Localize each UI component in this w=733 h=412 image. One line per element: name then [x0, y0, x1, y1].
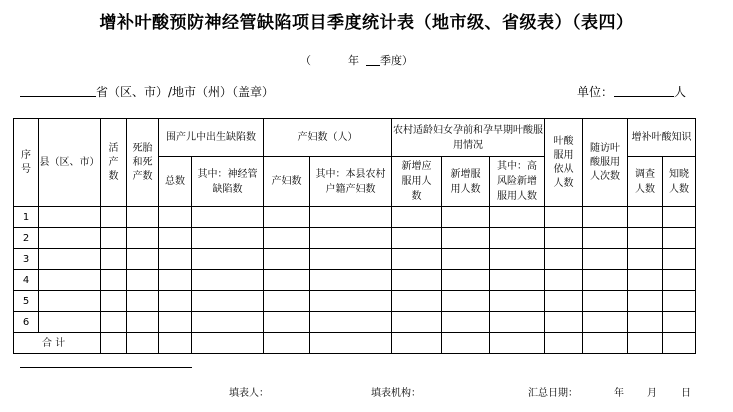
province-blank[interactable]: [20, 96, 96, 97]
data-cell[interactable]: [159, 270, 192, 291]
col-defects-total-header: 总数: [159, 157, 192, 207]
data-cell[interactable]: [39, 270, 101, 291]
table-row: [14, 249, 696, 270]
period-quarter-label: 季度）: [380, 54, 413, 67]
data-cell[interactable]: [442, 207, 490, 228]
data-cell[interactable]: [101, 249, 127, 270]
col-compliance-header: 叶酸服用依从人数: [545, 119, 583, 207]
data-cell[interactable]: [392, 312, 442, 333]
row-seq: 4: [14, 270, 39, 291]
data-cell[interactable]: [392, 291, 442, 312]
table-row: [14, 291, 696, 312]
data-cell[interactable]: [392, 270, 442, 291]
col-high-risk-header: 其中：高风险新增服用人数: [490, 157, 545, 207]
data-cell[interactable]: [127, 249, 159, 270]
date-month-label: 月: [647, 388, 657, 399]
data-cell[interactable]: [264, 312, 310, 333]
data-cell[interactable]: [442, 270, 490, 291]
data-cell[interactable]: [127, 270, 159, 291]
data-cell[interactable]: [159, 249, 192, 270]
data-cell[interactable]: [101, 312, 127, 333]
data-cell[interactable]: [545, 291, 583, 312]
data-cell[interactable]: [490, 249, 545, 270]
col-should-take-header: 新增应服用人数: [392, 157, 442, 207]
data-cell[interactable]: [490, 312, 545, 333]
data-cell[interactable]: [583, 312, 628, 333]
data-cell[interactable]: [39, 228, 101, 249]
period-open: （: [300, 54, 311, 67]
data-cell[interactable]: [545, 312, 583, 333]
data-cell[interactable]: [127, 228, 159, 249]
data-cell[interactable]: [39, 291, 101, 312]
col-aware-header: 知晓人数: [663, 157, 696, 207]
data-cell[interactable]: [159, 312, 192, 333]
data-cell[interactable]: [490, 207, 545, 228]
col-neural-tube-header: 其中：神经管缺陷数: [192, 157, 264, 207]
data-cell[interactable]: [583, 228, 628, 249]
data-cell[interactable]: [127, 291, 159, 312]
data-cell[interactable]: [442, 291, 490, 312]
data-cell[interactable]: [192, 291, 264, 312]
data-cell[interactable]: [663, 249, 696, 270]
date-day-label: 日: [681, 388, 691, 399]
data-cell[interactable]: [628, 207, 663, 228]
data-cell[interactable]: [101, 228, 127, 249]
statistics-table: [13, 118, 696, 354]
data-cell[interactable]: [442, 228, 490, 249]
date-year-label: 年: [614, 388, 624, 399]
data-cell[interactable]: [663, 270, 696, 291]
data-cell[interactable]: [490, 270, 545, 291]
data-cell[interactable]: [264, 270, 310, 291]
col-live-births-header: 活产数: [101, 119, 127, 207]
data-cell[interactable]: [545, 207, 583, 228]
group-knowledge-header: 增补叶酸知识: [628, 119, 696, 157]
row-seq: 5: [14, 291, 39, 312]
data-cell[interactable]: [159, 228, 192, 249]
data-cell[interactable]: [39, 249, 101, 270]
table-row: [14, 270, 696, 291]
data-cell[interactable]: [101, 207, 127, 228]
group-birth-defects-header: 围产儿中出生缺陷数: [159, 119, 264, 157]
data-cell[interactable]: [490, 291, 545, 312]
data-cell[interactable]: [39, 207, 101, 228]
data-cell[interactable]: [101, 291, 127, 312]
col-maternal-total-header: 产妇数: [264, 157, 310, 207]
table-row: [14, 312, 696, 333]
data-cell[interactable]: [192, 249, 264, 270]
table-row: [14, 207, 696, 228]
data-cell[interactable]: [442, 312, 490, 333]
data-cell[interactable]: [490, 228, 545, 249]
footer-separator: [20, 367, 192, 368]
row-seq: 1: [14, 207, 39, 228]
data-cell[interactable]: [310, 312, 392, 333]
data-cell[interactable]: [663, 207, 696, 228]
unit-value: 人: [674, 85, 687, 99]
data-cell[interactable]: [192, 312, 264, 333]
data-cell[interactable]: [264, 291, 310, 312]
row-seq: 6: [14, 312, 39, 333]
data-cell[interactable]: [192, 228, 264, 249]
data-cell[interactable]: [663, 312, 696, 333]
period-year-label: 年: [348, 54, 359, 67]
data-cell[interactable]: [264, 207, 310, 228]
col-seq-header: 序号: [14, 119, 39, 207]
org-label: 填表机构：: [371, 388, 421, 399]
data-cell[interactable]: [392, 228, 442, 249]
data-cell[interactable]: [127, 312, 159, 333]
col-surveyed-header: 调查人数: [628, 157, 663, 207]
data-cell[interactable]: [392, 249, 442, 270]
data-cell[interactable]: [101, 270, 127, 291]
group-rural-folic-header: 农村适龄妇女孕前和孕早期叶酸服用情况: [392, 119, 545, 157]
row-seq: 2: [14, 228, 39, 249]
data-cell[interactable]: [583, 291, 628, 312]
data-cell[interactable]: [628, 228, 663, 249]
data-cell[interactable]: [192, 270, 264, 291]
col-stillbirths-header: 死胎和死产数: [127, 119, 159, 207]
date-label: 汇总日期：: [528, 388, 578, 399]
data-cell[interactable]: [159, 207, 192, 228]
data-cell[interactable]: [545, 270, 583, 291]
data-cell[interactable]: [310, 291, 392, 312]
region-seal-label: 省（区、市）/地市（州）（盖章）: [96, 85, 275, 99]
table-row: [14, 228, 696, 249]
data-cell[interactable]: [264, 249, 310, 270]
data-cell[interactable]: [392, 207, 442, 228]
data-cell[interactable]: [545, 228, 583, 249]
data-cell[interactable]: [310, 207, 392, 228]
data-cell[interactable]: [628, 270, 663, 291]
unit-label: 单位：: [577, 85, 614, 99]
data-cell[interactable]: [628, 312, 663, 333]
data-cell[interactable]: [628, 291, 663, 312]
data-cell[interactable]: [310, 270, 392, 291]
page-title: 增补叶酸预防神经管缺陷项目季度统计表（地市级、省级表）（表四）: [99, 13, 634, 33]
data-cell[interactable]: [192, 207, 264, 228]
data-cell[interactable]: [545, 249, 583, 270]
data-cell[interactable]: [583, 249, 628, 270]
col-followup-header: 随访叶酸服用人次数: [583, 119, 628, 207]
data-cell[interactable]: [583, 207, 628, 228]
unit-blank[interactable]: [614, 96, 674, 97]
data-cell[interactable]: [159, 291, 192, 312]
data-cell[interactable]: [39, 312, 101, 333]
quarter-blank[interactable]: [366, 65, 380, 66]
data-cell[interactable]: [264, 228, 310, 249]
filler-label: 填表人：: [229, 388, 269, 399]
data-cell[interactable]: [663, 291, 696, 312]
row-seq: 3: [14, 249, 39, 270]
col-maternal-local-header: 其中：本县农村户籍产妇数: [310, 157, 392, 207]
data-cell[interactable]: [127, 207, 159, 228]
col-county-header: 县（区、市）: [39, 119, 101, 207]
data-cell[interactable]: [442, 249, 490, 270]
data-cell[interactable]: [310, 228, 392, 249]
data-cell[interactable]: [628, 249, 663, 270]
data-cell[interactable]: [310, 249, 392, 270]
total-row: [14, 333, 696, 354]
col-new-take-header: 新增服用人数: [442, 157, 490, 207]
data-cell[interactable]: [583, 270, 628, 291]
data-cell[interactable]: [663, 228, 696, 249]
total-label: 合 计: [14, 333, 101, 354]
group-maternal-header: 产妇数（人）: [264, 119, 392, 157]
